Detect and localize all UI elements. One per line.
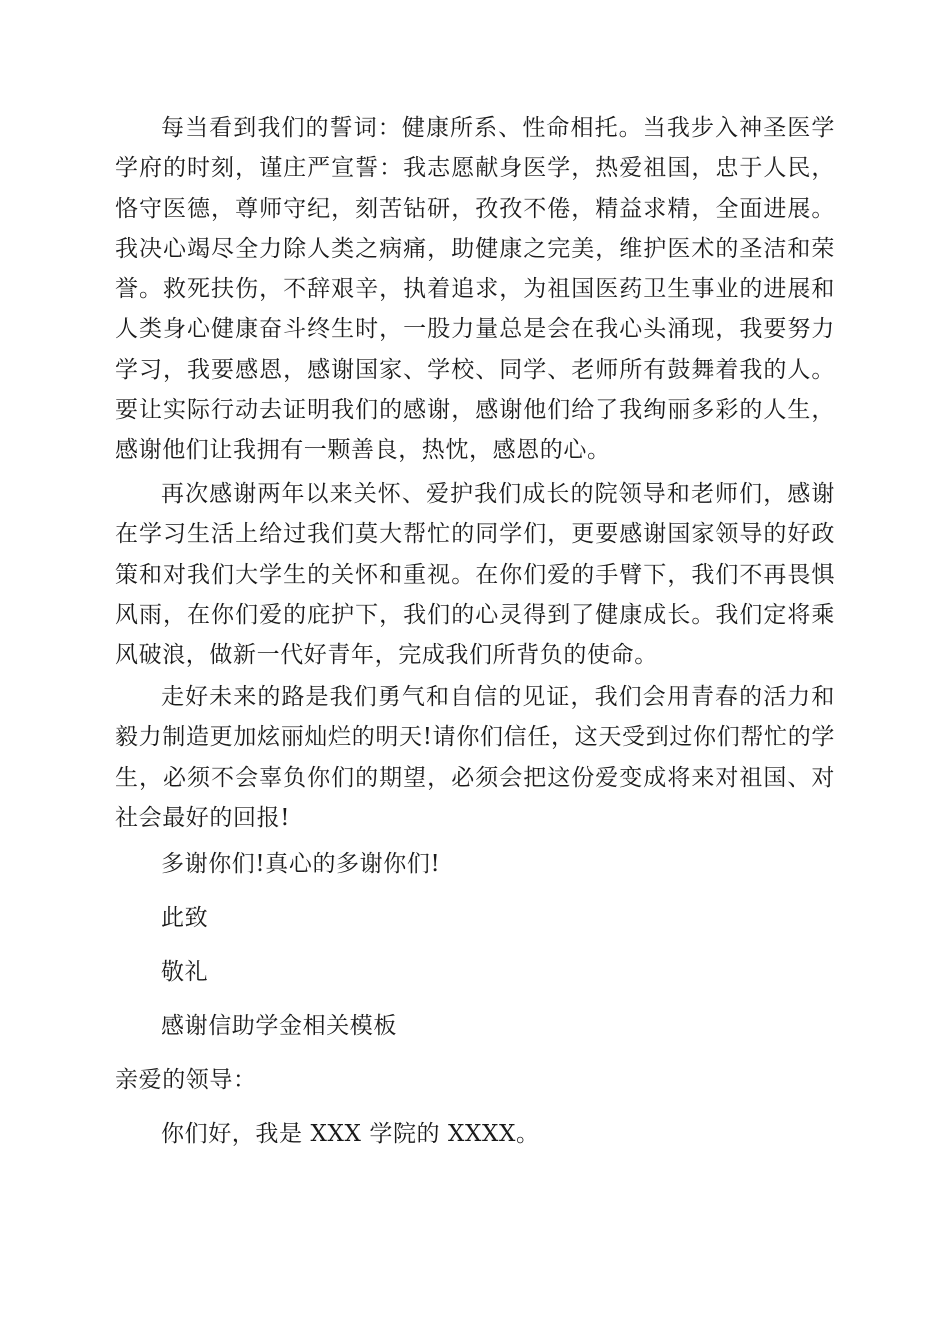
paragraph-thanks-teachers: 再次感谢两年以来关怀、爱护我们成长的院领导和老师们，感谢在学习生活上给过我们莫大帮忙的同学们，更要感谢国家领导的好政策和对我们大学生的关怀和重视。在你们爱的手臂下，我们不再畏惧风雨，在你们爱的庇护下，我们的心灵得到了健康成长。我们定将乘风破浪，做新一代好青年，完成我们所背负的使命。 xyxy=(115,481,835,669)
closing-ci-zhi: 此致 xyxy=(161,905,209,931)
paragraph-future: 走好未来的路是我们勇气和自信的见证，我们会用青春的活力和毅力制造更加炫丽灿烂的明天!请你们信任，这天受到过你们帮忙的学生，必须不会辜负你们的期望，必须会把这份爱变成将来对祖国、对社会最好的回报! xyxy=(115,684,835,831)
salutation: 亲爱的领导： xyxy=(115,1067,257,1093)
template-title: 感谢信助学金相关模板 xyxy=(161,1013,397,1039)
greeting-line: 你们好，我是 XXX 学院的 XXXX。 xyxy=(161,1121,540,1147)
thanks-line: 多谢你们!真心的多谢你们! xyxy=(161,851,441,877)
closing-jing-li: 敬礼 xyxy=(161,959,209,985)
paragraph-oath: 每当看到我们的誓词：健康所系、性命相托。当我步入神圣医学学府的时刻，谨庄严宣誓：我志愿献身医学，热爱祖国，忠于人民，恪守医德，尊师守纪，刻苦钻研，孜孜不倦，精益求精，全面进展。我决心竭尽全力除人类之病痛，助健康之完美，维护医术的圣洁和荣誉。救死扶伤，不辞艰辛，执着追求，为祖国医药卫生事业的进展和人类身心健康奋斗终生时，一股力量总是会在我心头涌现，我要努力学习，我要感恩，感谢国家、学校、同学、老师所有鼓舞着我的人。要让实际行动去证明我们的感谢，感谢他们给了我绚丽多彩的人生，感谢他们让我拥有一颗善良，热忱，感恩的心。 xyxy=(115,115,835,464)
